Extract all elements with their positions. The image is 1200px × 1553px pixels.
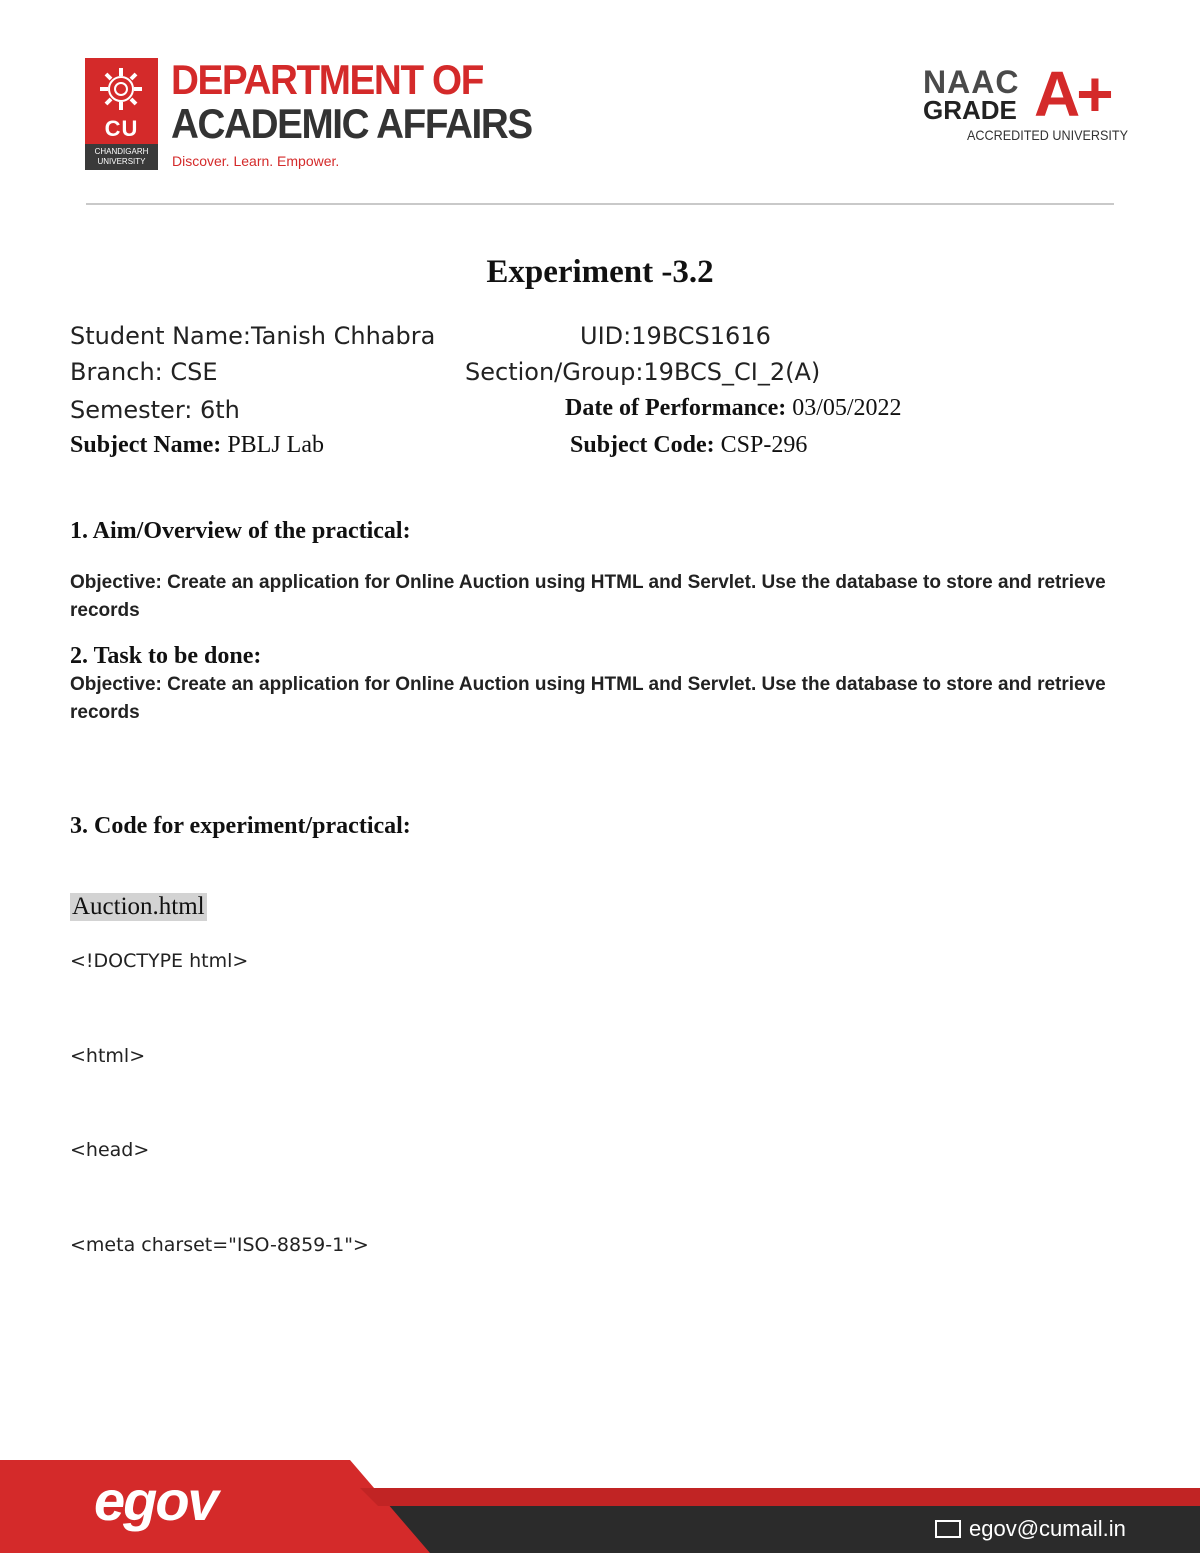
file-label: Auction.html [72, 893, 205, 920]
aim-text: Objective: Create an application for Online Auction using HTML and Servlet. Use the database to store and retrieve records [70, 572, 1106, 621]
header-divider [86, 203, 1114, 205]
subject-code-label: Subject Code: [570, 432, 715, 458]
task-text: Objective: Create an application for Online Auction using HTML and Servlet. Use the database to store and retrieve records [70, 674, 1106, 723]
subject-code-value: CSP-296 [720, 432, 808, 458]
subject-name-value: PBLJ Lab [227, 432, 324, 458]
semester: Semester: 6th [70, 396, 240, 424]
page-title: Experiment -3.2 [486, 254, 714, 290]
gear-emblem-icon [98, 66, 144, 112]
section-group: Section/Group:19BCS_CI_2(A) [465, 358, 821, 386]
branch: Branch: CSE [70, 358, 218, 386]
student-uid: UID:19BCS1616 [580, 322, 771, 350]
code-line: <!DOCTYPE html> [70, 950, 249, 972]
student-name: Student Name:Tanish Chhabra [70, 322, 436, 350]
date-label: Date of Performance: [565, 395, 787, 421]
date-value: 03/05/2022 [792, 395, 902, 421]
naac-grade-label: GRADE [923, 95, 1017, 125]
aim-heading: 1. Aim/Overview of the practical: [70, 518, 411, 544]
date-of-performance [565, 395, 902, 422]
footer-email [935, 1516, 1126, 1542]
code-line: <head> [70, 1139, 150, 1161]
code-heading: 3. Code for experiment/practical: [70, 813, 411, 839]
naac-label: NAAC [923, 64, 1020, 100]
naac-accredited-label: ACCREDITED UNIVERSITY [967, 127, 1129, 143]
mail-icon [935, 1520, 961, 1538]
naac-grade-value: A+ [1034, 58, 1110, 130]
cu-logo [85, 58, 158, 170]
tagline: Discover. Learn. Empower. [172, 153, 340, 169]
code-line: <meta charset="ISO-8859-1"> [70, 1234, 369, 1256]
footer-email-text: egov@cumail.in [969, 1516, 1126, 1541]
subject-code [570, 432, 807, 459]
task-heading: 2. Task to be done: [70, 643, 262, 669]
code-line: <html> [70, 1045, 146, 1067]
logo-university-text: CHANDIGARH UNIVERSITY [85, 144, 158, 170]
department-title-line1: DEPARTMENT OF [171, 56, 483, 103]
subject-name-label: Subject Name: [70, 432, 222, 458]
department-title-line2: ACADEMIC AFFAIRS [171, 100, 532, 147]
logo-cu-text: CU [104, 116, 139, 141]
subject-name [70, 432, 324, 459]
egov-logo: egov [94, 1469, 217, 1532]
